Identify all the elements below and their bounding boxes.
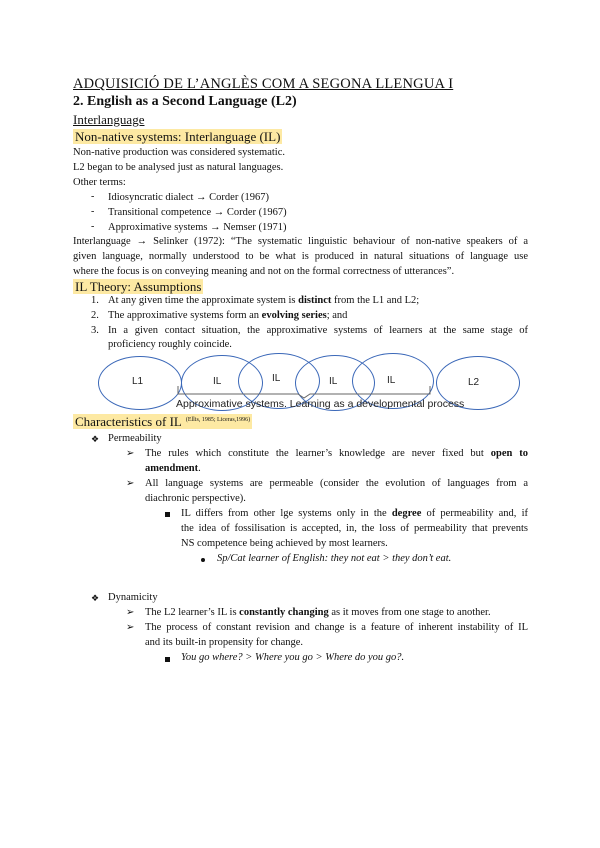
diagram-label-l1: L1	[132, 376, 144, 387]
dynamicity-point-1-bold: constantly changing	[239, 607, 329, 618]
intro-line-2: L2 began to be analysed just as natural languages.	[73, 162, 284, 173]
permeability-label: Permeability	[108, 433, 162, 444]
permeability-point-3-line-2: the idea of fossilisation is accepted, in, the loss of permeability that prevents	[181, 523, 528, 534]
selinker-line-1: Interlanguage → Selinker (1972): “The systematic linguistic behaviour of non-native speakers of a	[73, 236, 528, 247]
dynamicity-point-1-text-end: as it moves from one stage to another.	[328, 607, 491, 618]
permeability-point-2-line-2: diachronic perspective).	[145, 493, 246, 504]
assumption-2-text: The approximative systems form an	[108, 310, 262, 321]
section-heading: 2. English as a Second Language (L2)	[73, 94, 297, 109]
dash-bullet: -	[91, 191, 95, 202]
intro-line-1: Non-native production was considered systematic.	[73, 147, 285, 158]
diagram-label-il-1: IL	[213, 376, 222, 387]
arrow-bullet-icon: ➢	[126, 478, 135, 489]
square-bullet-icon	[165, 512, 170, 517]
permeability-point-1-bold-2: amendment	[145, 463, 199, 474]
assumption-1-bold: distinct	[298, 295, 332, 306]
heading-characteristics-citation: (Ellis, 1985; Liceras,1996)	[185, 416, 251, 423]
diamond-bullet-icon: ❖	[91, 434, 100, 444]
heading-characteristics	[73, 414, 252, 430]
permeability-point-3-text-end: of permeability and, if	[421, 508, 528, 519]
subsection-heading: Interlanguage	[73, 112, 145, 127]
permeability-point-1-end: .	[198, 463, 201, 474]
permeability-point-2-line-1: All language systems are permeable (consider the evolution of languages from a	[145, 478, 528, 489]
dash-bullet: -	[91, 221, 95, 232]
other-term-1: Idiosyncratic dialect → Corder (1967)	[108, 192, 269, 203]
assumption-1-text: At any given time the approximate system is	[108, 295, 299, 306]
heading-characteristics-text: Characteristics of IL	[75, 414, 182, 429]
assumption-3-number: 3.	[91, 325, 99, 336]
permeability-point-3-bold: degree	[391, 508, 422, 519]
dynamicity-point-2-line-1: The process of constant revision and change is a feature of inherent instability of IL	[145, 622, 528, 633]
dynamicity-point-2-line-2: and its built-in propensity for change.	[145, 637, 304, 648]
permeability-point-1-line-1	[145, 448, 528, 459]
permeability-point-3-line-3: NS competence being achieved by most learners.	[181, 538, 388, 549]
dynamicity-point-1	[145, 607, 491, 618]
arrow-bullet-icon: ➢	[126, 607, 135, 618]
diagram-caption: Approximative systems. Learning as a developmental process	[176, 398, 465, 410]
permeability-point-1-line-2	[145, 463, 201, 474]
assumption-3-line-2: proficiency roughly coincide.	[108, 339, 232, 350]
diagram-label-il-4: IL	[387, 375, 396, 386]
diamond-bullet-icon: ❖	[91, 593, 100, 603]
intro-line-3: Other terms:	[73, 177, 126, 188]
assumption-2-text-end: ; and	[326, 310, 348, 321]
dot-bullet-icon	[201, 558, 205, 562]
assumption-3-line-1: In a given contact situation, the approximative systems of learners at the same stage of	[108, 325, 528, 336]
selinker-line-3: where the focus is on conveying meaning and not on the formal correctness of utterances”.	[73, 266, 455, 277]
diagram-label-il-2: IL	[272, 373, 281, 384]
permeability-point-3-line-1	[181, 508, 528, 519]
dynamicity-label: Dynamicity	[108, 592, 158, 603]
heading-non-native-text: Non-native systems: Interlanguage (IL)	[75, 129, 281, 144]
permeability-example: Sp/Cat learner of English: they not eat > they don’t eat.	[217, 553, 452, 564]
diagram-label-l2: L2	[468, 377, 480, 388]
diagram-label-il-3: IL	[329, 376, 338, 387]
permeability-point-1-text: The rules which constitute the learner’s knowledge are never fixed but	[145, 448, 491, 459]
arrow-bullet-icon: ➢	[126, 448, 135, 459]
assumption-1-number: 1.	[91, 295, 99, 306]
selinker-line-2: given language, normally understood to be what is produced in natural situations of language use	[73, 251, 528, 262]
heading-characteristics-box	[73, 414, 252, 429]
dash-bullet: -	[91, 206, 95, 217]
assumption-1-text-end: from the L1 and L2;	[331, 295, 420, 306]
assumption-2-bold: evolving series	[261, 310, 327, 321]
assumption-2-number: 2.	[91, 310, 99, 321]
heading-il-theory-text: IL Theory: Assumptions	[75, 279, 202, 294]
square-bullet-icon	[165, 657, 170, 662]
arrow-bullet-icon: ➢	[126, 622, 135, 633]
document-title: ADQUISICIÓ DE L’ANGLÈS COM A SEGONA LLENGUA I	[73, 76, 454, 92]
other-term-2: Transitional competence → Corder (1967)	[108, 207, 287, 218]
permeability-point-3-text: IL differs from other lge systems only in the	[181, 508, 392, 519]
permeability-point-1-bold: open to	[490, 448, 528, 459]
dynamicity-point-1-text: The L2 learner’s IL is	[145, 607, 240, 618]
other-term-3: Approximative systems → Nemser (1971)	[108, 222, 287, 233]
dynamicity-example: You go where? > Where you go > Where do you go?.	[181, 652, 405, 663]
